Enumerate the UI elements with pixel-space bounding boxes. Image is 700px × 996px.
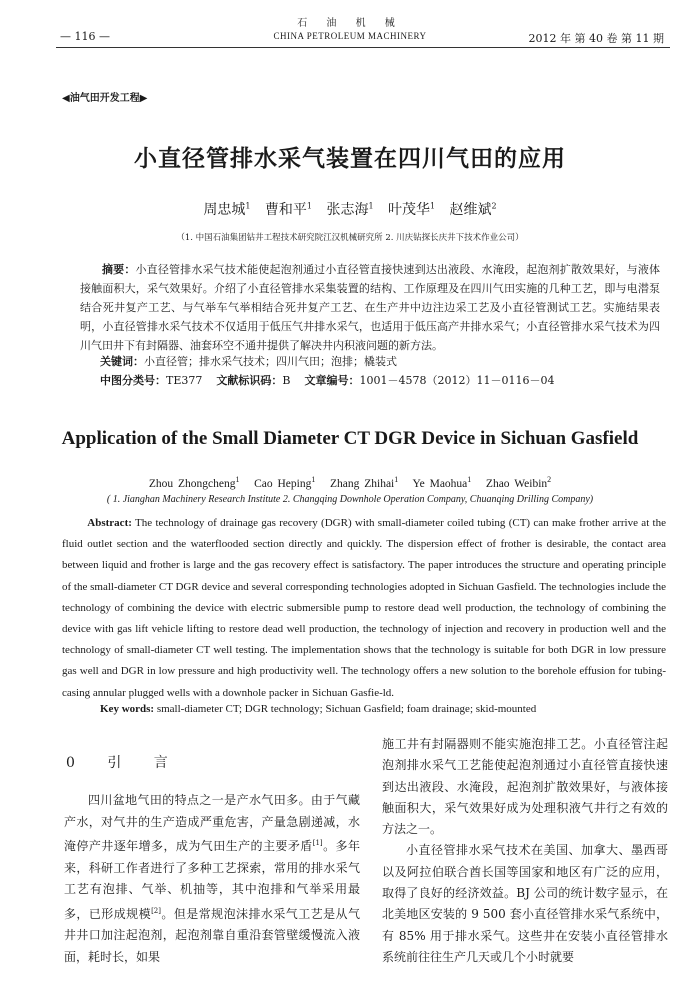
abstract-en-text: The technology of drainage gas recovery (DGR) with small-diameter coiled tubing (CT) can make frother arrive at the fluid outlet section and the waterflooded section directly and quickly. The dispersion effect of frother is desirable, the contact area between liquid and frother is large and the gas recovery effect is satisfactory. The paper introduces the structure and operating principle of the small-diameter CT DGR device and several corresponding technologies adopted in Sichuan Gasfield. The technologies include the technology of combining the device with electric submersible pump to restore dead well production, the technology of combining the device with gas lift vehicle lifting to restore dead well production, the technology of injection and recovery in production well and the technology of small-diameter CT well testing. The implementation shows that the technology is suitable for both DGR in low pressure gas well and DGR in low pressure and high productivity well. The technology offers a new solution to the borehole effusion for tubing-casing annular plugged wells with a downhole packer in Sichuan Gasfie-ld. [62,517,666,699]
body-paragraph: 小直径管排水采气技术在美国、加拿大、墨西哥以及阿拉伯联合酋长国等国家和地区有广泛的应用，取得了良好的经济效益。BJ 公司的统计数字显示，在北美地区安装的 9 500 套小直径管排水采气系统中，有 85% 用于排水采气。这些井在安装小直径管排水系统前往往生产几天或几个小时就要 [382,843,668,964]
abstract-cn-text: 小直径管排水采气技术能使起泡剂通过小直径管直接快速到达出液段、水淹段，起泡剂扩散效果好，与液体接触面积大，采气效果好。介绍了小直径管排水采集装置的结构、工作原理及在四川气田实施的几种工艺，即与电潜泵结合死井复产工艺、与气举车气举相结合死井复产工艺、在生产井中边注边采工艺及小直径管测试工艺。实施结果表明，小直径管排水采气技术不仅适用于低压气井排水采气，也适用于低压高产井排水采气；小直径管排水采气技术为四川气田井下有封隔器、油套环空不通井提供了解决井内积液问题的新方法。 [80,263,661,352]
section-heading-intro: 0 引 言 [66,755,182,771]
body-right-column [382,734,668,968]
author-en: Cao Heping$^1$ [254,475,316,490]
journal-title-cn: 石 油 机 械 [297,18,403,29]
issue-info: 2012 年 第 40 卷 第 11 期 [528,32,664,45]
section-tag: ◀油气田开发工程▶ [62,93,148,104]
classification-cn: 中图分类号：TE377 文献标识码：B 文章编号：1001－4578（2012）11－0116－04 [100,374,555,387]
header-rule [56,47,670,48]
keywords-cn: 关键词：小直径管；排水采气技术；四川气田；泡排；橇装式 [100,355,397,368]
author-en: Zhang Zhihai$^1$ [329,475,399,490]
paper-title-cn: 小直径管排水采气装置在四川气田的应用 [134,146,566,172]
citation-ref: [1] [312,839,323,847]
author-en: Zhou Zhongcheng$^1$ [148,475,240,490]
paper-title-en: Application of the Small Diameter CT DGR Device in Sichuan Gasfield [61,428,639,449]
affiliation-cn: （1. 中国石油集团钻井工程技术研究院江汉机械研究所 2. 川庆钻探长庆井下技术作业公司） [176,233,524,243]
citation-ref: [2] [151,906,161,915]
page-number: — 116 — [60,30,110,43]
abstract-en-label: Abstract: [87,517,132,529]
abstract-en [62,513,666,704]
journal-title-en: CHINA PETROLEUM MACHINERY [273,31,427,41]
abstract-cn [80,260,660,355]
body-left-column: 四川盆地气田的特点之一是产水气田多。由于气藏产水，对气井的生产造成严重危害，产量急剧递减，水淹停产井逐年增多，成为气田生产的主要矛盾[1]。多年来，科研工作者进行了多种工艺探索，常用的排水采气工艺有泡排、气举、机抽等，其中泡排和气举采用最多，已形成规模[2]。但是常规泡沫排水采气工艺是从气井井口加注起泡剂，起泡剂靠自重沿套管壁缓慢流入液面，耗时长，如果 [64,793,360,964]
author-cn: 叶茂华$^1$ [388,201,436,218]
author-cn: 曹和平$^1$ [264,201,312,218]
authors-cn [0,199,700,219]
author-cn: 张志海$^1$ [326,201,374,218]
author-cn: 赵维斌$^2$ [449,201,497,218]
author-cn: 周忠城$^1$ [203,201,251,218]
keywords-en: Key words: small-diameter CT; DGR technology; Sichuan Gasfield; foam drainage; skid-mounted [100,703,537,715]
author-en: Zhao Weibin$^2$ [485,475,552,490]
body-paragraph: 施工井有封隔器则不能实施泡排工艺。小直径管注起泡剂排水采气工艺能使起泡剂通过小直径管直接快速到达出液段、水淹段，起泡剂扩散效果好，与液体接触面积大，采气效果好成为处理积液气井行之有效的方法之一。 [382,737,668,837]
abstract-cn-label: 摘要： [102,263,136,276]
affiliation-en: ( 1. Jianghan Machinery Research Institute 2. Changqing Downhole Operation Company, Chuanqing Drilling Company) [106,494,594,505]
authors-en [0,475,700,490]
author-en: Ye Maohua$^1$ [412,475,472,490]
